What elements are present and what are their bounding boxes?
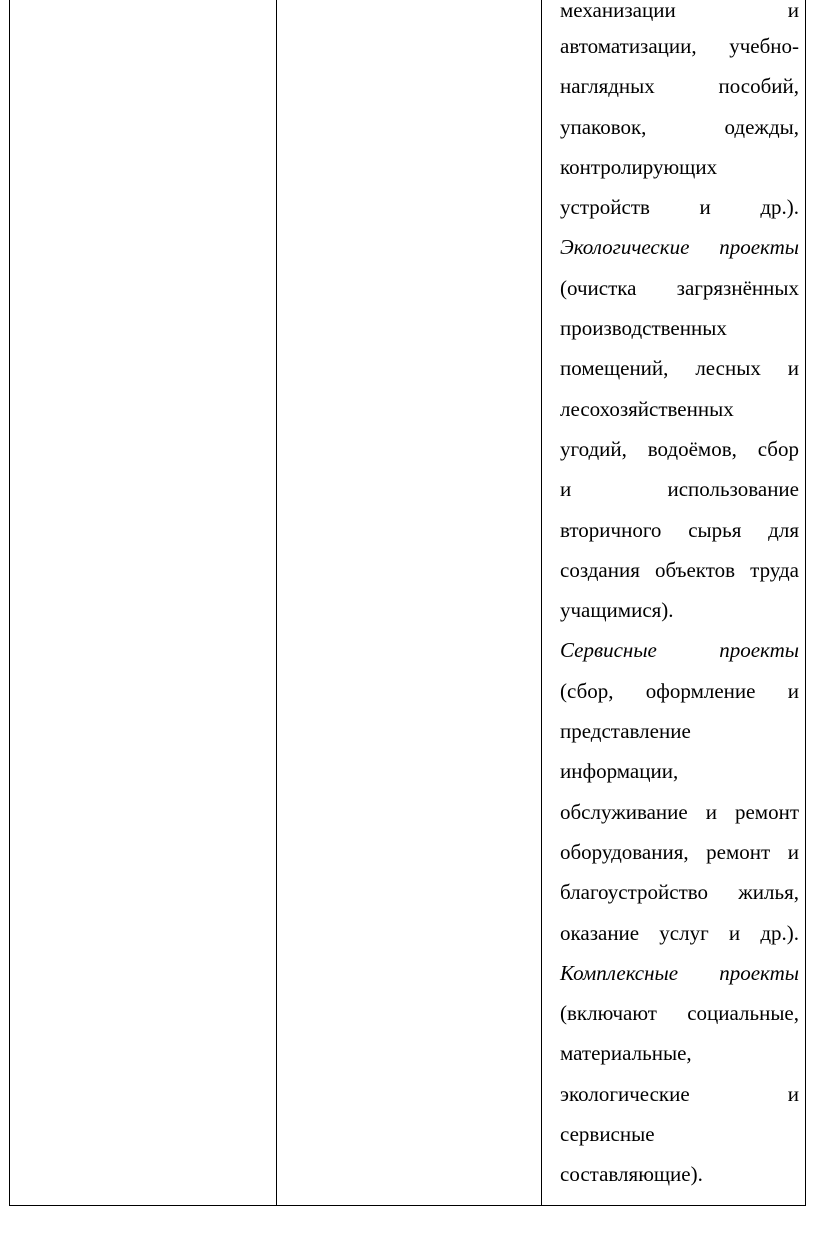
word: труда bbox=[750, 557, 799, 582]
text-line bbox=[560, 630, 799, 670]
text-line bbox=[560, 671, 799, 711]
word: и bbox=[787, 0, 799, 22]
word: производственных bbox=[560, 316, 727, 341]
text-line bbox=[560, 26, 799, 66]
word: механизации bbox=[560, 0, 676, 22]
text-line bbox=[560, 832, 799, 872]
word: др.). bbox=[760, 195, 799, 220]
word: оказание bbox=[560, 920, 640, 945]
word: социальные, bbox=[687, 1001, 799, 1026]
word: водоёмов, bbox=[647, 436, 737, 461]
word: наглядных bbox=[560, 74, 655, 99]
word: вторичного bbox=[560, 517, 662, 542]
text-line bbox=[560, 872, 799, 912]
text-line bbox=[560, 711, 799, 751]
table-cell-project-types bbox=[551, 0, 807, 1205]
word: (сбор, bbox=[560, 678, 614, 703]
word: и bbox=[787, 839, 799, 864]
text-line bbox=[560, 268, 799, 308]
word: (очистка bbox=[560, 275, 637, 300]
word: создания bbox=[560, 557, 640, 582]
text-line bbox=[560, 187, 799, 227]
word: материальные, bbox=[560, 1041, 692, 1066]
word: одежды, bbox=[724, 114, 799, 139]
text-line bbox=[560, 147, 799, 187]
word: использование bbox=[667, 477, 799, 502]
text-line bbox=[560, 792, 799, 832]
word: сервисные bbox=[560, 1122, 655, 1147]
word: Сервисные bbox=[560, 638, 657, 663]
word: для bbox=[768, 517, 799, 542]
word: благоустройство bbox=[560, 880, 709, 905]
word: автоматизации, bbox=[560, 34, 697, 58]
word: ремонт bbox=[706, 839, 771, 864]
content-table bbox=[9, 0, 806, 1206]
word: и bbox=[705, 799, 717, 824]
word: лесохозяйственных bbox=[560, 396, 734, 421]
word: проекты bbox=[719, 638, 799, 663]
column-divider-1 bbox=[276, 0, 277, 1205]
column-divider-2 bbox=[541, 0, 542, 1205]
word: и bbox=[699, 195, 711, 220]
word: устройств bbox=[560, 195, 650, 220]
word: упаковок, bbox=[560, 114, 647, 139]
word: и bbox=[787, 678, 799, 703]
text-line bbox=[560, 469, 799, 509]
word: обслуживание bbox=[560, 799, 688, 824]
word: учебно- bbox=[729, 34, 799, 58]
text-line bbox=[560, 550, 799, 590]
text-line bbox=[560, 913, 799, 953]
word: загрязнённых bbox=[676, 275, 799, 300]
word: составляющие). bbox=[560, 1162, 703, 1187]
word: др.). bbox=[760, 920, 799, 945]
word: угодий, bbox=[560, 436, 627, 461]
word: оборудования, bbox=[560, 839, 689, 864]
word: ремонт bbox=[734, 799, 799, 824]
word: информации, bbox=[560, 759, 679, 784]
word: жилья, bbox=[738, 880, 799, 905]
word: Экологические bbox=[560, 235, 690, 260]
word: и bbox=[728, 920, 741, 945]
text-line bbox=[560, 953, 799, 993]
word: сбор bbox=[757, 436, 799, 461]
word: представление bbox=[560, 719, 691, 744]
text-line bbox=[560, 751, 799, 791]
word: объектов bbox=[654, 557, 736, 582]
word: (включают bbox=[560, 1001, 657, 1026]
text-line bbox=[560, 1114, 799, 1154]
text-line bbox=[560, 1154, 799, 1194]
word: помещений, bbox=[560, 356, 669, 381]
word: контролирующих bbox=[560, 154, 718, 179]
text-line bbox=[560, 510, 799, 550]
word: и bbox=[560, 477, 572, 502]
text-line bbox=[560, 389, 799, 429]
word: пособий, bbox=[718, 74, 799, 99]
word: экологические bbox=[560, 1081, 690, 1106]
word: Комплексные bbox=[560, 960, 679, 985]
word: учащимися). bbox=[560, 598, 674, 623]
text-line bbox=[560, 429, 799, 469]
text-line bbox=[560, 107, 799, 147]
text-line bbox=[560, 993, 799, 1033]
word: и bbox=[787, 1081, 799, 1106]
word: услуг bbox=[659, 920, 709, 945]
text-line bbox=[560, 1074, 799, 1114]
text-line bbox=[560, 1033, 799, 1073]
word: и bbox=[787, 356, 799, 381]
word: оформление bbox=[645, 678, 756, 703]
word: проекты bbox=[719, 960, 799, 985]
text-line bbox=[560, 308, 799, 348]
text-line bbox=[560, 0, 799, 26]
text-line bbox=[560, 348, 799, 388]
text-line bbox=[560, 66, 799, 106]
word: лесных bbox=[695, 356, 761, 381]
word: сырья bbox=[688, 517, 742, 542]
text-line bbox=[560, 227, 799, 267]
word: проекты bbox=[719, 235, 799, 260]
text-line bbox=[560, 590, 799, 630]
